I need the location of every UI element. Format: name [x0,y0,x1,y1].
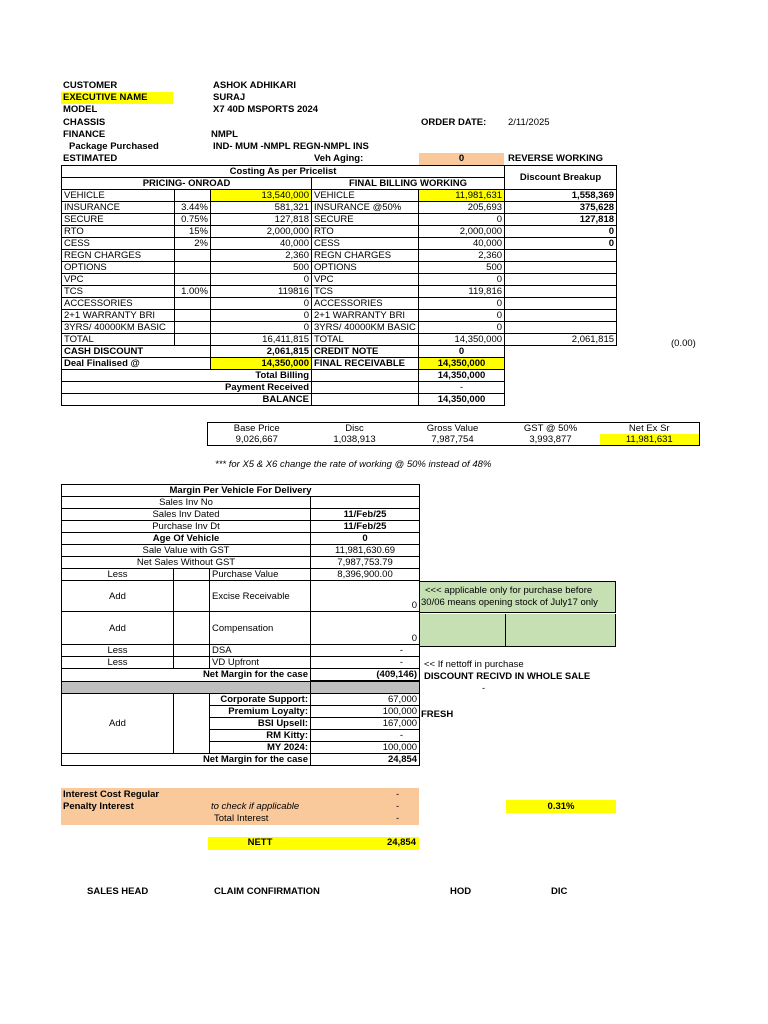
costing-item-label: 2+1 WARRANTY BRI [62,310,175,322]
costing-item-label: INSURANCE [62,202,175,214]
reverse-working-label: REVERSE WORKING [508,153,604,164]
age-label: Age Of Vehicle [62,533,311,545]
executive-label: EXECUTIVE NAME [63,92,148,103]
costing-item-label: 3YRS/ 40000KM BASIC [62,322,175,334]
dic-label: DIC [551,886,568,897]
vd-upfront-label: VD Upfront [210,657,311,669]
cash-discount-value: 2,061,815 [211,346,312,358]
costing-row [62,214,617,226]
costing-item-percent: 15% [175,226,211,238]
final-billing-item-label: ACCESSORIES [312,298,419,310]
costing-item-onroad-value: 2,360 [211,250,312,262]
gst-header: GST @ 50% [502,423,600,435]
price-split-table [207,422,700,446]
final-receivable-value: 14,350,000 [419,358,505,370]
age-value: 0 [311,533,420,545]
total-interest-value: - [396,813,400,824]
sales-inv-no-value [311,497,420,509]
final-billing-item-label: REGN CHARGES [312,250,419,262]
sales-inv-dated-label: Sales Inv Dated [62,509,311,521]
total-billing-value: 14,350,000 [419,370,505,382]
bsi-upsell-value: 167,000 [311,717,420,729]
costing-row [62,190,617,202]
costing-item-onroad-value: 581,321 [211,202,312,214]
discount-breakup-value [505,298,617,310]
payment-received-label: Payment Received [62,382,312,394]
final-billing-item-label: OPTIONS [312,262,419,274]
margin-title: Margin Per Vehicle For Delivery [62,485,420,497]
final-billing-item-value: 0 [419,274,505,286]
grey-band [62,681,311,693]
purchase-inv-dt-value: 11/Feb/25 [311,521,420,533]
deal-finalised-label: Deal Finalised @ [62,358,211,370]
net-ex-sr-header: Net Ex Sr [600,423,700,435]
check-applicable-label: to check if applicable [211,801,300,812]
excise-note-line1: <<< applicable only for purchase before [425,585,593,596]
costing-item-onroad-value: 127,818 [211,214,312,226]
final-billing-item-label: TOTAL [312,334,419,346]
package-label: Package Purchased [69,141,159,152]
costing-item-percent: 2% [175,238,211,250]
margin-table [61,484,420,766]
costing-item-onroad-value: 0 [211,298,312,310]
final-billing-item-value: 2,000,000 [419,226,505,238]
final-billing-item-label: VPC [312,274,419,286]
hod-label: HOD [450,886,472,897]
purchase-inv-dt-label: Purchase Inv Dt [62,521,311,533]
costing-item-onroad-value: 119816 [211,286,312,298]
premium-loyalty-label: Premium Loyalty: [210,705,311,717]
costing-title: Costing As per Pricelist [62,166,505,178]
sales-inv-no-label: Sales Inv No [62,497,311,509]
final-billing-item-value: 11,981,631 [419,190,505,202]
add-label: Add [62,612,174,645]
order-date-value: 2/11/2025 [508,117,550,128]
net-margin-label: Net Margin for the case [62,669,311,682]
sale-gst-value: 11,981,630.69 [311,545,420,557]
costing-item-percent [175,250,211,262]
balance-label: BALANCE [62,394,312,406]
executive-value: SURAJ [213,92,246,103]
final-billing-item-value: 2,360 [419,250,505,262]
chassis-label: CHASSIS [63,117,106,128]
discount-breakup-value: 1,558,369 [505,190,617,202]
costing-item-label: VPC [62,274,175,286]
final-billing-item-value: 500 [419,262,505,274]
costing-item-onroad-value: 0 [211,322,312,334]
costing-item-label: RTO [62,226,175,238]
costing-row [62,334,617,346]
costing-item-percent [175,274,211,286]
dsa-label: DSA [210,645,311,657]
costing-table [61,165,617,406]
final-billing-item-label: CESS [312,238,419,250]
model-value: X7 40D MSPORTS 2024 [213,104,319,115]
costing-item-onroad-value: 0 [211,274,312,286]
final-billing-item-value: 205,693 [419,202,505,214]
costing-row [62,226,617,238]
excise-note-line2: 30/06 means opening stock of July17 only [421,597,598,608]
veh-aging-label: Veh Aging: [314,153,364,164]
costing-item-onroad-value: 2,000,000 [211,226,312,238]
final-billing-item-value: 0 [419,310,505,322]
costing-row [62,322,617,334]
bsi-upsell-label: BSI Upsell: [210,717,311,729]
customer-value: ASHOK ADHIKARI [213,80,297,91]
costing-item-percent [175,298,211,310]
final-billing-item-value: 119,816 [419,286,505,298]
final-billing-item-value: 40,000 [419,238,505,250]
base-price-header: Base Price [208,423,306,435]
add-label: Add [62,581,174,612]
costing-item-percent [175,310,211,322]
final-billing-item-value: 0 [419,322,505,334]
disc-header: Disc [306,423,404,435]
net-sales-label: Net Sales Without GST [62,557,311,569]
corporate-support-value: 67,000 [311,693,420,705]
costing-item-percent [175,322,211,334]
costing-item-onroad-value: 0 [211,310,312,322]
discount-breakup-value [505,322,617,334]
costing-item-percent: 0.75% [175,214,211,226]
total-billing-label: Total Billing [62,370,312,382]
vd-upfront-value: - [311,657,420,669]
costing-row [62,238,617,250]
costing-row [62,286,617,298]
nett-value: 24,854 [386,837,416,848]
final-billing-item-label: RTO [312,226,419,238]
purchase-value-label: Purchase Value [210,569,311,581]
base-price-value: 9,026,667 [208,434,306,446]
cash-discount-label: CASH DISCOUNT [62,346,211,358]
interest-rate-value: 0.31% [547,801,575,812]
costing-item-percent [175,334,211,346]
net-margin-value: (409,146) [311,669,420,682]
rm-kitty-value: - [311,729,420,741]
costing-item-label: VEHICLE [62,190,175,202]
costing-item-label: CESS [62,238,175,250]
discount-breakup-value: 127,818 [505,214,617,226]
excise-label: Excise Receivable [210,581,311,612]
green-cell-left [419,614,506,647]
gross-value-header: Gross Value [404,423,502,435]
costing-item-label: OPTIONS [62,262,175,274]
costing-item-label: REGN CHARGES [62,250,175,262]
sales-head-label: SALES HEAD [87,886,149,897]
customer-label: CUSTOMER [63,80,118,91]
discount-recivd-value: - [482,683,486,694]
discount-breakup-value: 0 [505,238,617,250]
less-label: Less [62,657,174,669]
final-billing-item-label: 3YRS/ 40000KM BASIC [312,322,419,334]
interest-regular-value: - [396,789,400,800]
green-cell-right [506,614,616,647]
less-label: Less [62,569,174,581]
costing-item-label: SECURE [62,214,175,226]
discount-recivd-label: DISCOUNT RECIVD IN WHOLE SALE [424,671,591,682]
disc-value: 1,038,913 [306,434,404,446]
corporate-support-label: Corporate Support: [210,693,311,705]
order-date-label: ORDER DATE: [421,117,487,128]
fresh-label: FRESH [421,709,454,720]
total-interest-label: Total Interest [214,813,269,824]
onroad-title: PRICING- ONROAD [62,178,312,190]
final-billing-title: FINAL BILLING WORKING [312,178,505,190]
sales-inv-dated-value: 11/Feb/25 [311,509,420,521]
costing-item-onroad-value: 13,540,000 [211,190,312,202]
costing-item-label: TCS [62,286,175,298]
costing-item-percent: 1.00% [175,286,211,298]
costing-item-onroad-value: 500 [211,262,312,274]
credit-note-value: 0 [419,346,505,358]
interest-regular-label: Interest Cost Regular [63,789,160,800]
costing-item-label: TOTAL [62,334,175,346]
compensation-label: Compensation [210,612,311,645]
deal-finalised-value: 14,350,000 [211,358,312,370]
rate-note: *** for X5 & X6 change the rate of working @ 50% instead of 48% [215,459,492,470]
model-label: MODEL [63,104,98,115]
discount-breakup-value [505,286,617,298]
final-billing-item-value: 0 [419,298,505,310]
net-ex-sr-value: 11,981,631 [600,434,700,446]
nettoff-note: << If nettoff in purchase [424,659,524,670]
discount-breakup-value [505,274,617,286]
discount-breakup-title: Discount Breakup [505,166,617,190]
my-2024-label: MY 2024: [210,741,311,753]
less-label: Less [62,645,174,657]
costing-item-onroad-value: 16,411,815 [211,334,312,346]
discount-breakup-value [505,250,617,262]
add-label: Add [62,693,174,753]
claim-confirmation-label: CLAIM CONFIRMATION [214,886,320,897]
payment-received-value: - [419,382,505,394]
costing-item-percent [175,190,211,202]
final-billing-item-label: 2+1 WARRANTY BRI [312,310,419,322]
finance-label: FINANCE [63,129,106,140]
final-billing-item-label: VEHICLE [312,190,419,202]
discount-breakup-value [505,262,617,274]
purchase-value-value: 8,396,900.00 [311,569,420,581]
final-billing-item-value: 14,350,000 [419,334,505,346]
costing-item-percent: 3.44% [175,202,211,214]
finance-value: NMPL [211,129,238,140]
costing-row [62,310,617,322]
veh-aging-value: 0 [458,153,465,164]
discount-breakup-value [505,310,617,322]
net-margin-final-value: 24,854 [311,753,420,765]
final-billing-item-label: TCS [312,286,419,298]
costing-item-label: ACCESSORIES [62,298,175,310]
costing-item-percent [175,262,211,274]
costing-row [62,250,617,262]
final-billing-item-label: INSURANCE @50% [312,202,419,214]
gst-value: 3,993,877 [502,434,600,446]
costing-row [62,262,617,274]
costing-row [62,274,617,286]
discount-breakup-value: 2,061,815 [505,334,617,346]
sale-gst-label: Sale Value with GST [62,545,311,557]
final-billing-item-label: SECURE [312,214,419,226]
dsa-value: - [311,645,420,657]
discount-breakup-value: 0 [505,226,617,238]
penalty-interest-label: Penalty Interest [63,801,134,812]
final-billing-item-value: 0 [419,214,505,226]
rm-kitty-label: RM Kitty: [210,729,311,741]
gross-value: 7,987,754 [404,434,502,446]
final-receivable-label: FINAL RECEIVABLE [312,358,419,370]
outside-total-value: (0.00) [671,338,696,349]
package-value: IND- MUM -NMPL REGN-NMPL INS [213,141,369,152]
costing-row [62,298,617,310]
costing-row [62,202,617,214]
premium-loyalty-value: 100,000 [311,705,420,717]
my-2024-value: 100,000 [311,741,420,753]
penalty-interest-value: - [396,801,400,812]
net-margin-final-label: Net Margin for the case [62,753,311,765]
excise-value: 0 [311,581,420,612]
compensation-value: 0 [311,612,420,645]
nett-label: NETT [247,837,273,848]
balance-value: 14,350,000 [419,394,505,406]
estimated-label: ESTIMATED [63,153,118,164]
costing-item-onroad-value: 40,000 [211,238,312,250]
net-sales-value: 7,987,753.79 [311,557,420,569]
credit-note-label: CREDIT NOTE [312,346,419,358]
discount-breakup-value: 375,628 [505,202,617,214]
